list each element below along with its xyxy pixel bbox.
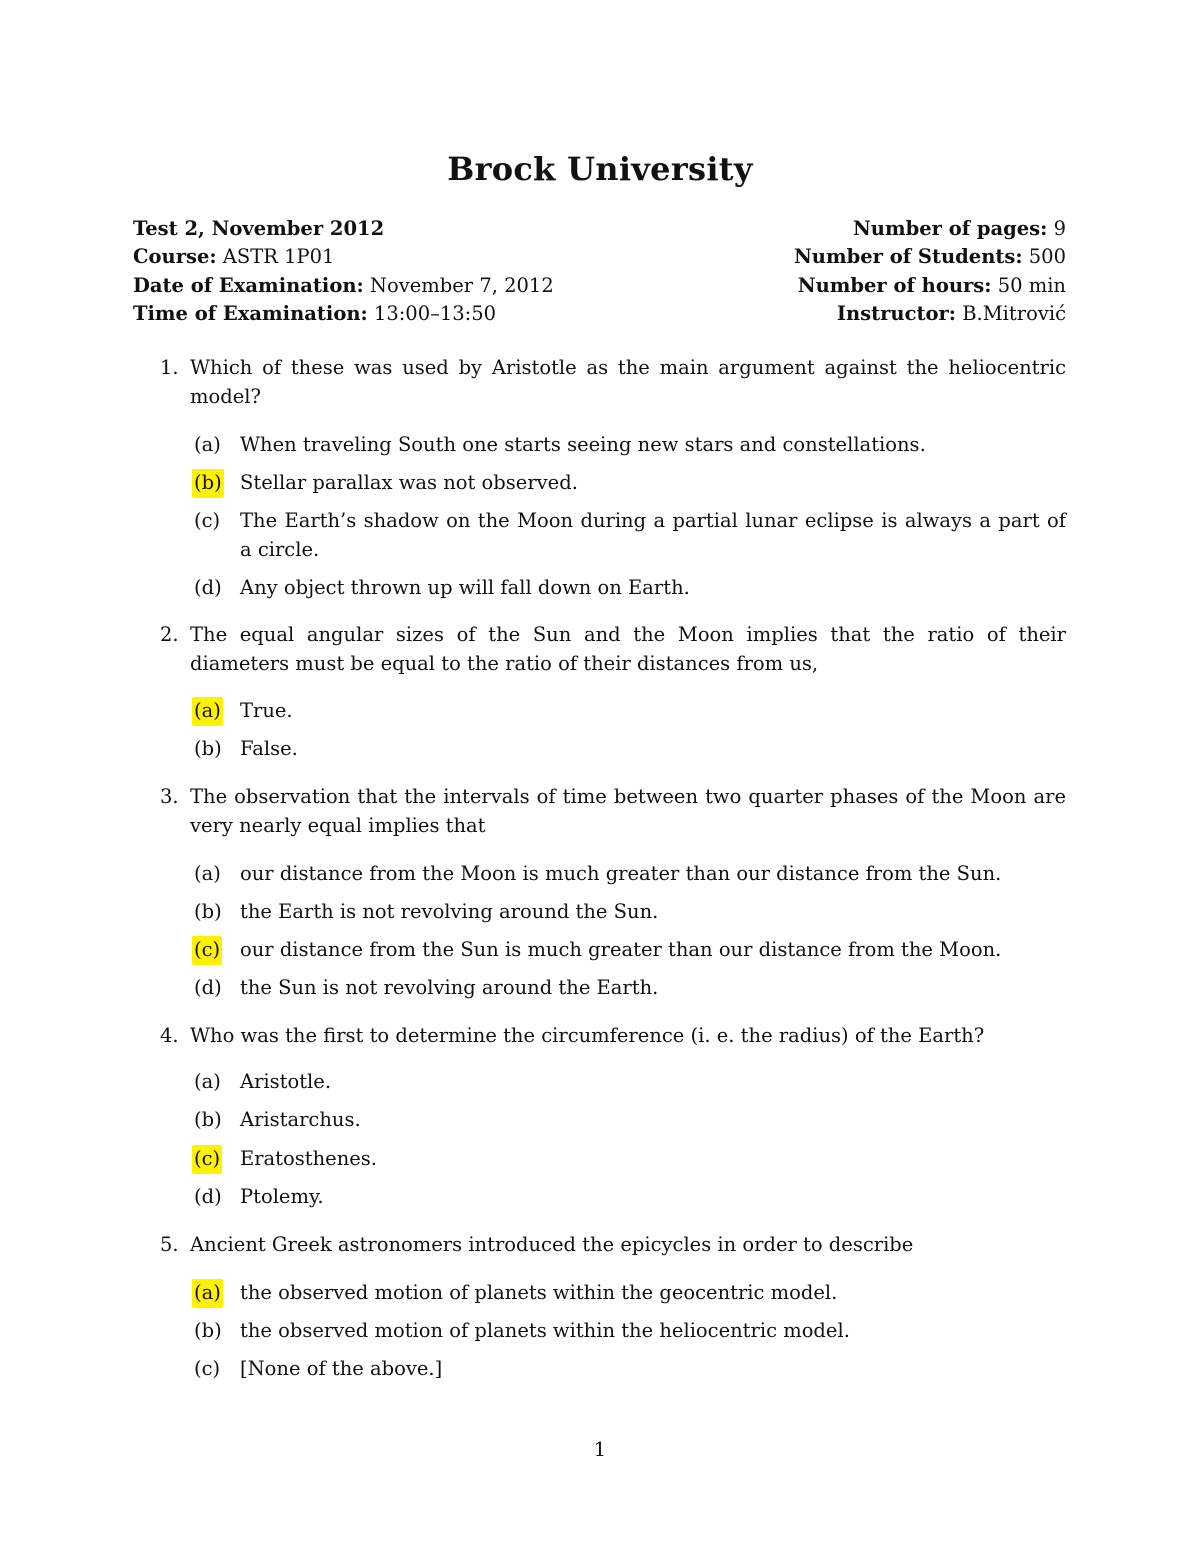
header-right-cell [794,243,1066,271]
option-text: the Sun is not revolving around the Earth. [240,976,659,999]
option-1b [194,469,1066,498]
header-value: 50 min [997,273,1066,297]
header-value: November 7, 2012 [369,273,554,297]
option-5b [194,1317,1066,1346]
option-text: the observed motion of planets within the geocentric model. [240,1281,838,1304]
option-label: (b) [194,737,222,760]
option-label: (c) [194,509,221,532]
question-text: Which of these was used by Aristotle as the main argument against the heliocentric model? [190,356,1066,408]
option-5c [194,1355,1066,1384]
option-label-highlighted: (b) [192,469,224,498]
option-label: (d) [194,576,222,599]
header-label: Instructor: [836,301,956,325]
option-1d [194,574,1066,603]
header-value: 9 [1053,217,1066,240]
header-label: Test 2, November 2012 [133,217,385,240]
header-label: Date of Examination: [133,273,364,297]
header-row [133,243,1066,271]
page-number: 1 [593,1438,607,1461]
option-1a [194,431,1066,460]
option-2a [194,697,1066,726]
option-text: Ptolemy. [240,1185,324,1208]
option-3b [194,898,1066,927]
option-text: Stellar parallax was not observed. [240,471,578,494]
option-text: The Earth’s shadow on the Moon during a partial lunar eclipse is always a part of a circle. [240,509,1066,561]
page-title: Brock University [447,150,753,188]
question-5 [160,1231,1066,1260]
option-text: True. [240,699,293,722]
header-label: Time of Examination: [133,301,368,325]
option-text: False. [240,737,298,760]
option-label: (a) [194,862,221,885]
header-label: Number of hours: [797,273,992,297]
header-label: Number of pages: [852,217,1048,240]
question-number: 3. [160,785,179,808]
header-left-cell [133,243,334,271]
option-text: Aristotle. [240,1070,332,1093]
option-4b [194,1106,1066,1135]
header-right-cell [837,300,1066,328]
option-label: (a) [194,1070,221,1093]
header-row [133,215,1066,243]
header-value: 500 [1028,245,1066,269]
option-text: When traveling South one starts seeing new stars and constellations. [240,433,926,456]
option-text: our distance from the Sun is much greater than our distance from the Moon. [240,938,1002,961]
option-3d [194,974,1066,1003]
header-row [133,272,1066,300]
option-label-highlighted: (c) [192,1145,222,1174]
question-text: Ancient Greek astronomers introduced the epicycles in order to describe [190,1233,914,1256]
option-1c [194,507,1066,564]
header-value: 13:00–13:50 [373,301,497,325]
header-right-cell [798,272,1066,300]
option-label-highlighted: (a) [192,697,223,726]
option-label: (a) [194,433,221,456]
question-number: 5. [160,1233,179,1256]
option-5a [194,1279,1066,1308]
option-label-highlighted: (a) [192,1279,223,1308]
option-label: (b) [194,1319,222,1342]
option-3a [194,860,1066,889]
option-label: (d) [194,1185,222,1208]
option-label: (c) [194,1357,221,1380]
question-number: 2. [160,623,179,646]
question-text: The equal angular sizes of the Sun and the Moon implies that the ratio of their diameters must be equal to the ratio of their distances from us, [190,623,1066,675]
header-left-cell [133,300,496,328]
exam-header [133,215,1066,328]
option-3c [194,936,1066,965]
header-value: B.Mitrović [962,301,1066,325]
option-4d [194,1183,1066,1212]
question-number: 1. [160,356,179,379]
option-label: (d) [194,976,222,999]
option-text: the Earth is not revolving around the Sun. [240,900,659,923]
option-text: Any object thrown up will fall down on Earth. [240,576,690,599]
question-1 [160,354,1066,411]
option-label-highlighted: (c) [192,936,222,965]
header-label: Number of Students: [793,245,1023,269]
option-2b [194,735,1066,764]
question-4 [160,1022,1066,1051]
header-left-cell [133,272,554,300]
option-text: the observed motion of planets within the heliocentric model. [240,1319,850,1342]
question-2 [160,621,1066,678]
option-4a [194,1068,1066,1097]
question-text: The observation that the intervals of time between two quarter phases of the Moon are very nearly equal implies that [190,785,1066,837]
option-text: [None of the above.] [240,1357,443,1380]
option-label: (b) [194,900,222,923]
option-4c [194,1145,1066,1174]
question-number: 4. [160,1024,179,1047]
question-3 [160,783,1066,840]
option-text: Aristarchus. [240,1108,361,1131]
option-text: our distance from the Moon is much greater than our distance from the Sun. [240,862,1002,885]
option-text: Eratosthenes. [240,1147,378,1170]
header-value: ASTR 1P01 [222,245,335,269]
header-label: Course: [133,245,217,269]
option-label: (b) [194,1108,222,1131]
header-right-cell [853,215,1066,243]
question-text: Who was the first to determine the circumference (i. e. the radius) of the Earth? [190,1024,985,1047]
header-row [133,300,1066,328]
header-left-cell [133,215,384,243]
